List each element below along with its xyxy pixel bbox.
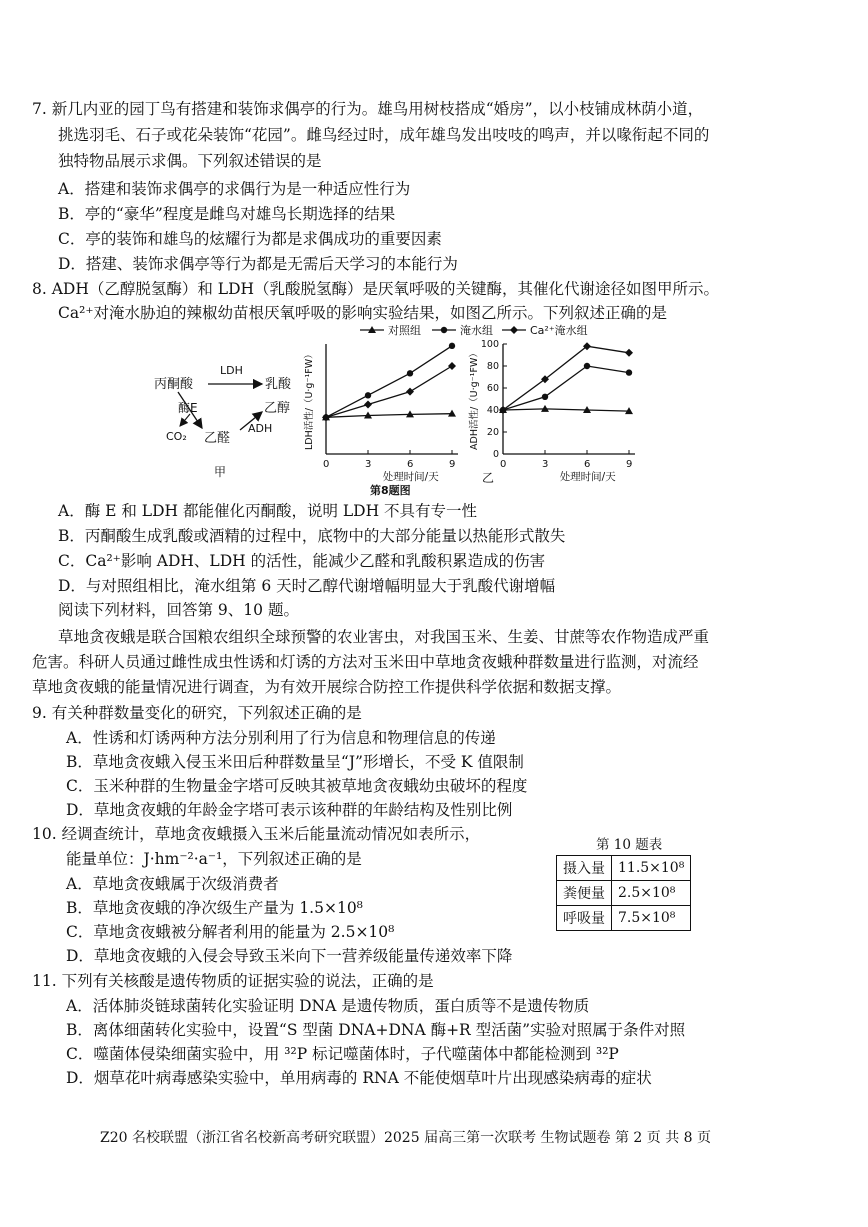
table-row xyxy=(557,906,691,931)
data-point xyxy=(626,369,632,375)
y-tick-label: 0 xyxy=(492,449,499,460)
q8-stem-line1: 8. ADH（乙醇脱氢酶）和 LDH（乳酸脱氢酶）是厌氧呼吸的关键酶，其催化代谢途径如图甲所示。 xyxy=(32,280,720,298)
reading-intro: 阅读下列材料，回答第 9、10 题。 xyxy=(58,601,299,619)
data-point xyxy=(449,343,455,349)
co2-label: CO₂ xyxy=(166,430,187,443)
figure-caption: 第8题图 xyxy=(370,484,411,497)
table-cell-label: 呼吸量 xyxy=(557,906,612,931)
pathway-diagram xyxy=(154,364,292,479)
y-tick-label: 60 xyxy=(486,383,499,394)
series-line xyxy=(503,366,629,410)
table-cell-value: 2.5×10⁸ xyxy=(612,881,691,906)
x-axis-label: 处理时间/天 xyxy=(382,471,439,483)
q8-option-c: C．Ca²⁺影响 ADH、LDH 的活性，能减少乙醛和乳酸积累造成的伤害 xyxy=(58,552,546,570)
table-row xyxy=(557,856,691,881)
panel-yi-label: 乙 xyxy=(482,471,495,485)
q10-energy-table xyxy=(556,855,691,931)
y-tick-label: 20 xyxy=(486,427,499,438)
data-point xyxy=(625,349,633,357)
q7-option-c: C．亭的装饰和雄鸟的炫耀行为都是求偶成功的重要因素 xyxy=(58,230,442,248)
data-point xyxy=(364,401,372,409)
y-tick-label: 40 xyxy=(486,405,499,416)
table-row xyxy=(557,881,691,906)
ldh-enzyme-label: LDH xyxy=(220,364,243,377)
legend-flooded: 淹水组 xyxy=(460,324,493,337)
series-line xyxy=(503,409,629,411)
q10-table-caption: 第 10 题表 xyxy=(596,837,663,853)
x-tick-label: 3 xyxy=(542,459,549,470)
series-line xyxy=(326,414,452,418)
q10-option-c: C．草地贪夜蛾被分解者利用的能量为 2.5×10⁸ xyxy=(66,923,395,941)
legend-circle-marker xyxy=(441,327,447,333)
x-tick-label: 3 xyxy=(365,459,372,470)
q8-option-b: B．丙酮酸生成乳酸或酒精的过程中，底物中的大部分能量以热能形式散失 xyxy=(58,527,566,545)
data-point xyxy=(407,370,413,376)
x-tick-label: 0 xyxy=(323,459,330,470)
chart-legend xyxy=(360,323,588,337)
data-point xyxy=(448,362,456,370)
q8-stem-line2: Ca²⁺对淹水胁迫的辣椒幼苗根厌氧呼吸的影响实验结果，如图乙所示。下列叙述正确的是 xyxy=(58,304,667,322)
q9-option-c: C．玉米种群的生物量金字塔可反映其被草地贪夜蛾幼虫破坏的程度 xyxy=(66,777,528,795)
q7-stem-line1: 7. 新几内亚的园丁鸟有搭建和装饰求偶亭的行为。雄鸟用树枝搭成“婚房”，以小枝铺成林荫小道， xyxy=(32,100,704,118)
q11-option-d: D．烟草花叶病毒感染实验中，单用病毒的 RNA 不能使烟草叶片出现感染病毒的症状 xyxy=(66,1069,652,1087)
q7-option-d: D．搭建、装饰求偶亭等行为都是无需后天学习的本能行为 xyxy=(58,255,458,273)
acetaldehyde-label: 乙醛 xyxy=(204,431,231,446)
q11-stem: 11. 下列有关核酸是遗传物质的证据实验的说法，正确的是 xyxy=(32,972,434,990)
reading-para-line1: 草地贪夜蛾是联合国粮农组织全球预警的农业害虫，对我国玉米、生姜、甘蔗等农作物造成严重 xyxy=(58,628,710,646)
q10-option-a: A．草地贪夜蛾属于次级消费者 xyxy=(66,875,279,893)
pyruvate-label: 丙酮酸 xyxy=(154,377,194,392)
enzyme-e-label: 酶E xyxy=(178,401,198,415)
reading-para-line3: 草地贪夜蛾的能量情况进行调查，为有效开展综合防控工作提供科学依据和数据支撑。 xyxy=(32,678,622,696)
q10-stem-line2: 能量单位：J·hm⁻²·a⁻¹，下列叙述正确的是 xyxy=(66,850,362,868)
y-tick-label: 80 xyxy=(486,361,499,372)
adh-activity-chart xyxy=(468,339,635,483)
legend-control: 对照组 xyxy=(388,324,421,337)
series-line xyxy=(326,366,452,417)
page-footer: Z20 名校联盟（浙江省名校新高考研究联盟）2025 届高三第一次联考 生物试题卷 第 2 页 共 8 页 xyxy=(100,1130,712,1146)
legend-ca-flooded: Ca²⁺淹水组 xyxy=(530,324,588,337)
reading-para-line2: 危害。科研人员通过雌性成虫性诱和灯诱的方法对玉米田中草地贪夜蛾种群数量进行监测，对流经 xyxy=(32,653,699,671)
y-axis-label: ADH活性/（U·g⁻¹FW） xyxy=(469,348,480,450)
series-line xyxy=(503,346,629,410)
panel-jia-label: 甲 xyxy=(214,465,227,479)
q8-option-a: A．酶 E 和 LDH 都能催化丙酮酸，说明 LDH 不具有专一性 xyxy=(58,502,478,520)
x-axis-label: 处理时间/天 xyxy=(559,471,616,483)
q7-option-b: B．亭的“豪华”程度是雌鸟对雄鸟长期选择的结果 xyxy=(58,205,396,223)
table-cell-label: 粪便量 xyxy=(557,881,612,906)
x-tick-label: 6 xyxy=(584,459,591,470)
lactate-label: 乳酸 xyxy=(265,377,292,392)
co2-release-arrow xyxy=(180,414,190,426)
q7-stem-line2: 挑选羽毛、石子或花朵装饰“花园”。雌鸟经过时，成年雄鸟发出吱吱的鸣声，并以喙衔起不同的 xyxy=(58,126,710,144)
y-axis-label: LDH活性/（U·g⁻¹FW） xyxy=(304,349,315,450)
x-tick-label: 9 xyxy=(449,459,456,470)
q11-option-c: C．噬菌体侵染细菌实验中，用 ³²P 标记噬菌体时，子代噬菌体中都能检测到 ³²P xyxy=(66,1045,619,1063)
x-tick-label: 6 xyxy=(407,459,414,470)
y-tick-label: 100 xyxy=(480,339,499,350)
legend-diamond-marker xyxy=(510,326,518,334)
series-line xyxy=(326,346,452,418)
x-tick-label: 0 xyxy=(500,459,507,470)
data-point xyxy=(365,392,371,398)
q8-option-d: D．与对照组相比，淹水组第 6 天时乙醇代谢增幅明显大于乳酸代谢增幅 xyxy=(58,577,556,595)
q10-option-d: D．草地贪夜蛾的入侵会导致玉米向下一营养级能量传递效率下降 xyxy=(66,947,513,965)
q7-option-a: A．搭建和装饰求偶亭的求偶行为是一种适应性行为 xyxy=(58,180,411,198)
figure-8 xyxy=(140,322,660,500)
table-cell-value: 11.5×10⁸ xyxy=(612,856,691,881)
q9-option-b: B．草地贪夜蛾入侵玉米田后种群数量呈“J”形增长，不受 K 值限制 xyxy=(66,753,524,771)
q10-option-b: B．草地贪夜蛾的净次级生产量为 1.5×10⁸ xyxy=(66,899,363,917)
q10-stem-line1: 10. 经调查统计，草地贪夜蛾摄入玉米后能量流动情况如表所示， xyxy=(32,825,481,843)
ethanol-label: 乙醇 xyxy=(264,401,291,416)
adh-enzyme-label: ADH xyxy=(248,422,273,435)
q9-option-d: D．草地贪夜蛾的年龄金字塔可表示该种群的年龄结构及性别比例 xyxy=(66,801,513,819)
table-cell-value: 7.5×10⁸ xyxy=(612,906,691,931)
q9-stem: 9. 有关种群数量变化的研究，下列叙述正确的是 xyxy=(32,704,362,722)
q7-stem-line3: 独特物品展示求偶。下列叙述错误的是 xyxy=(58,152,322,170)
data-point xyxy=(542,394,548,400)
ldh-activity-chart xyxy=(303,343,458,483)
x-tick-label: 9 xyxy=(626,459,633,470)
q9-option-a: A．性诱和灯诱两种方法分别利用了行为信息和物理信息的传递 xyxy=(66,729,496,747)
q11-option-a: A．活体肺炎链球菌转化实验证明 DNA 是遗传物质，蛋白质等不是遗传物质 xyxy=(66,997,590,1015)
q11-option-b: B．离体细菌转化实验中，设置“S 型菌 DNA+DNA 酶+R 型活菌”实验对照属于条件对照 xyxy=(66,1021,686,1039)
data-point xyxy=(406,388,414,396)
data-point xyxy=(584,363,590,369)
table-cell-label: 摄入量 xyxy=(557,856,612,881)
